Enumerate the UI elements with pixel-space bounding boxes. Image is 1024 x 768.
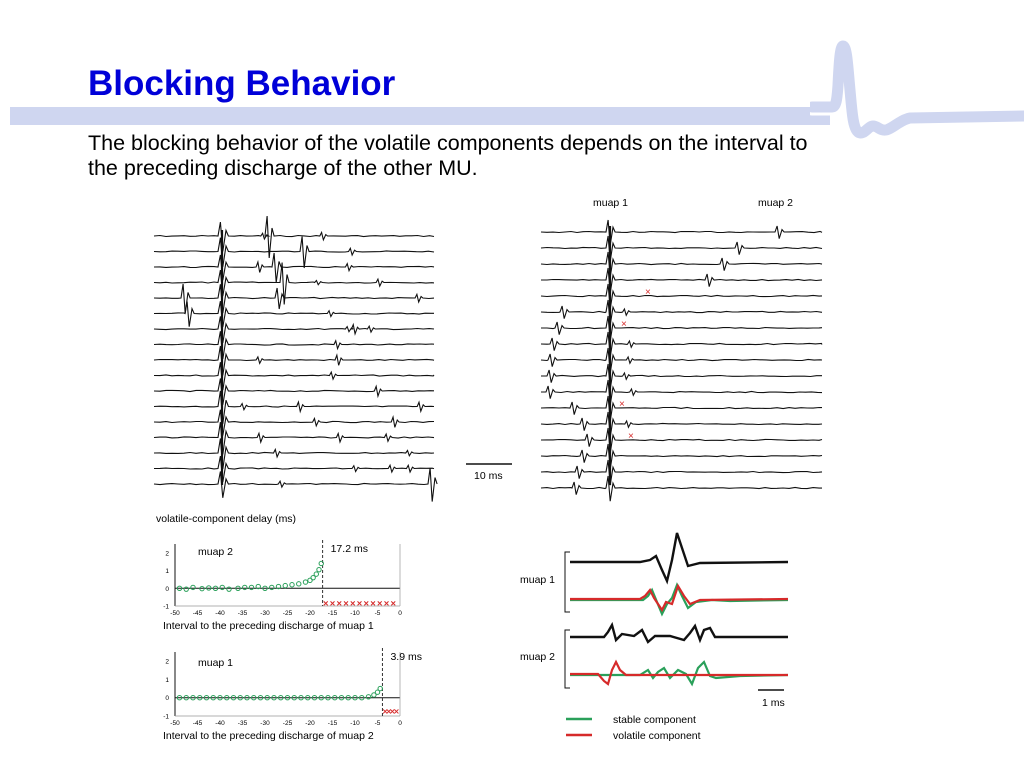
y-tick-label: 2 (165, 658, 169, 666)
x-tick-label: -10 (350, 720, 360, 727)
x-tick-label: -30 (260, 610, 270, 617)
slide-body-text: The blocking behavior of the volatile components depends on the interval to the preceding discharge of the other MU. (88, 131, 808, 180)
x-tick-label: -45 (192, 610, 203, 617)
blocked-marker: × (619, 399, 625, 410)
waveform-muap1-volatile (570, 586, 788, 610)
x-tick-label: -5 (374, 720, 381, 727)
waveform-label-muap1: muap 1 (520, 574, 556, 586)
left-trace (154, 378, 434, 404)
scatter-point-blocked (390, 709, 394, 713)
right-trace (541, 380, 822, 405)
threshold-label: 3.9 ms (390, 651, 422, 663)
muap-waveform-logo (810, 40, 1024, 150)
scatter-point-present (319, 561, 323, 565)
scatter-point-blocked (324, 601, 328, 605)
x-tick-label: 0 (398, 610, 402, 617)
right-trace (541, 332, 822, 357)
right-trace (541, 252, 822, 277)
y-tick-label: -1 (163, 713, 169, 721)
y-tick-label: 1 (165, 568, 169, 576)
left-trace (154, 316, 434, 343)
x-tick-label: -15 (327, 720, 338, 727)
right-panel-header-muap1: muap 1 (593, 197, 629, 209)
scatter-point-present (184, 587, 188, 591)
scatter-point-blocked (364, 601, 368, 605)
y-tick-label: -1 (163, 603, 169, 611)
right-trace (541, 412, 822, 437)
x-tick-label: -15 (327, 610, 338, 617)
scatter-xlabel: Interval to the preceding discharge of muap 2 (163, 730, 374, 742)
scatter-point-blocked (394, 709, 398, 713)
y-tick-label: 0 (165, 695, 169, 703)
scatter-point-blocked (385, 601, 389, 605)
blocked-marker: × (628, 431, 634, 442)
legend-stable-label: stable component (613, 714, 696, 726)
scatter-point-present (317, 567, 321, 571)
scatter-point-blocked (383, 709, 387, 713)
x-tick-label: -25 (282, 610, 293, 617)
panel-label: muap 1 (198, 657, 234, 669)
left-trace (154, 301, 434, 327)
blocked-marker: × (645, 287, 651, 298)
scatter-point-blocked (331, 601, 335, 605)
scatter-point-present (191, 585, 195, 589)
x-tick-label: -30 (260, 720, 270, 727)
scatter-point-present (297, 582, 301, 586)
panel-label: muap 2 (198, 546, 234, 558)
waveform-bracket-muap2 (565, 630, 570, 688)
scatter-point-blocked (351, 601, 355, 605)
x-tick-label: 0 (398, 720, 402, 727)
y-tick-label: 1 (165, 676, 169, 684)
right-panel-header-muap2: muap 2 (758, 197, 794, 209)
left-trace (154, 468, 437, 502)
x-tick-label: -20 (305, 720, 315, 727)
left-trace (154, 253, 434, 282)
scatter-point-present (314, 572, 318, 576)
scatter-point-blocked (387, 709, 391, 713)
left-trace (154, 237, 434, 269)
scatter-point-present (303, 580, 307, 584)
right-trace (541, 284, 822, 309)
scatter-point-present (290, 583, 294, 587)
blocking-figure (0, 190, 1024, 768)
waveform-muap2-volatile (570, 662, 788, 684)
scatter-point-blocked (391, 601, 395, 605)
legend-volatile-label: volatile component (613, 730, 701, 742)
scatter-point-present (366, 695, 370, 699)
left-trace (154, 331, 434, 359)
x-tick-label: -40 (215, 610, 225, 617)
x-tick-label: -20 (305, 610, 315, 617)
left-trace (154, 438, 434, 469)
scatter-point-present (270, 585, 274, 589)
x-tick-label: -5 (374, 610, 381, 617)
x-tick-label: -35 (237, 720, 248, 727)
right-trace (541, 236, 822, 261)
left-trace (154, 346, 434, 375)
right-trace (541, 476, 822, 501)
right-trace (541, 444, 822, 469)
left-trace (154, 410, 434, 436)
scatter-point-present (283, 583, 287, 587)
scatter-xlabel: Interval to the preceding discharge of muap 1 (163, 620, 374, 632)
scatter-point-blocked (378, 601, 382, 605)
right-trace (541, 460, 822, 485)
x-tick-label: -10 (350, 610, 360, 617)
right-trace (541, 268, 822, 293)
y-tick-label: 2 (165, 550, 169, 558)
right-trace (541, 396, 822, 421)
scatter-point-present (243, 585, 247, 589)
right-trace (541, 428, 822, 453)
blocked-marker: × (621, 319, 627, 330)
left-trace (154, 284, 434, 313)
title-underline-band (10, 107, 830, 125)
left-trace (154, 362, 434, 390)
left-trace (154, 422, 434, 454)
left-scalebar-label: 10 ms (474, 470, 503, 482)
scatter-point-blocked (358, 601, 362, 605)
right-trace (541, 364, 822, 389)
scatter-point-present (249, 585, 253, 589)
x-tick-label: -45 (192, 720, 203, 727)
scatter-point-present (220, 585, 224, 589)
x-tick-label: -40 (215, 720, 225, 727)
threshold-label: 17.2 ms (330, 543, 368, 555)
right-trace-raster (541, 220, 822, 501)
waveform-scalebar-label: 1 ms (762, 697, 785, 709)
right-trace (541, 348, 822, 373)
x-tick-label: -25 (282, 720, 293, 727)
scatter-point-present (378, 686, 382, 690)
x-tick-label: -50 (170, 610, 180, 617)
x-tick-label: -50 (170, 720, 180, 727)
left-trace (154, 456, 434, 482)
muap-waveform-panel (520, 533, 788, 742)
slide-title: Blocking Behavior (88, 64, 396, 103)
scatter-point-blocked (371, 601, 375, 605)
scatter-point-blocked (344, 601, 348, 605)
waveform-muap1-full (570, 533, 788, 581)
waveform-muap2-full (570, 625, 788, 642)
x-tick-label: -35 (237, 610, 248, 617)
scatter-plot-muap2-delay (163, 540, 402, 632)
scatter-ylabel-line1: volatile-component delay (ms) (156, 513, 297, 525)
waveform-label-muap2: muap 2 (520, 651, 556, 663)
right-trace (541, 220, 822, 245)
waveform-bracket-muap1 (565, 552, 570, 612)
left-trace-raster (154, 216, 437, 502)
y-tick-label: 0 (165, 585, 169, 593)
right-trace (541, 300, 822, 325)
scatter-point-present (227, 587, 231, 591)
scatter-point-blocked (337, 601, 341, 605)
right-trace (541, 316, 822, 341)
scatter-plot-muap1-delay (163, 648, 422, 742)
